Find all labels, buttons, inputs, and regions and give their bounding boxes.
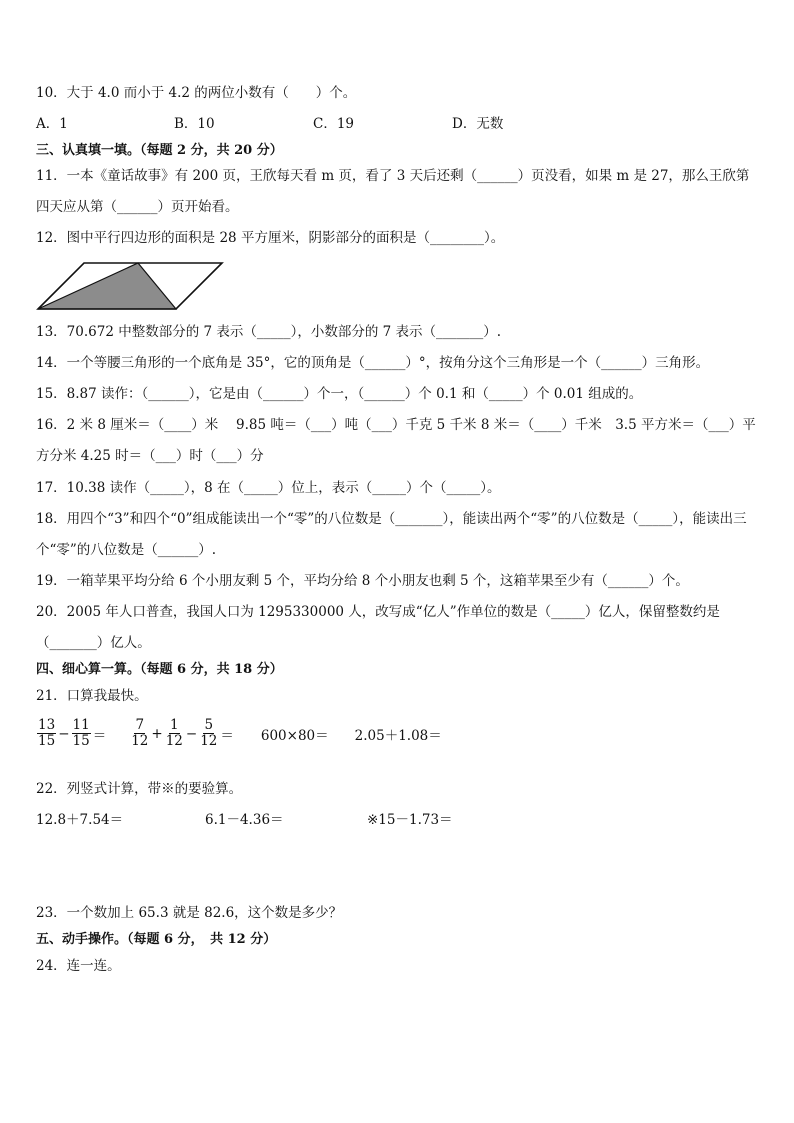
q10-option-c: C．19: [313, 116, 355, 132]
q23: 23．一个数加上 65.3 就是 82.6，这个数是多少？: [36, 905, 343, 921]
fraction: $\frac{5}{12}$: [200, 717, 218, 749]
q24: 24．连一连。: [36, 958, 121, 974]
q16-line2: 方分米 4.25 时＝（___）时（___）分: [36, 448, 264, 464]
fraction: $\frac{1}{12}$: [165, 717, 183, 749]
q10-stem: 10．大于 4.0 而小于 4.2 的两位小数有（ ）个。: [36, 85, 357, 101]
minus-sign: −: [58, 725, 70, 742]
q14: 14．一个等腰三角形的一个底角是 35°，它的顶角是（______）°，按角分这个三角形是一个（______）三角形。: [36, 355, 710, 371]
q22-item-1: 12.8＋7.54＝: [36, 812, 124, 828]
q22-stem: 22．列竖式计算，带※的要验算。: [36, 781, 243, 797]
q22-item-3: ※15－1.73＝: [367, 812, 453, 828]
q21-expression-4: 2.05＋1.08＝: [354, 727, 442, 744]
q10-option-d: D．无数: [452, 116, 504, 132]
q21-expression-3: 600×80＝: [260, 727, 329, 744]
fraction: $\frac{13}{15}$: [38, 717, 56, 749]
q20-line1: 20．2005 年人口普查，我国人口为 1295330000 人，改写成“亿人”作单位的数是（_____）亿人，保留整数约是: [36, 604, 720, 620]
q19: 19．一箱苹果平均分给 6 个小朋友剩 5 个，平均分给 8 个小朋友也剩 5 个，这箱苹果至少有（______）个。: [36, 573, 689, 589]
section-title-3: 三、认真填一填。（每题 2 分，共 20 分）: [36, 143, 283, 158]
q22-item-2: 6.1－4.36＝: [205, 812, 284, 828]
minus-sign: −: [185, 725, 198, 742]
q21-stem: 21．口算我最快。: [36, 688, 148, 704]
fraction: $\frac{7}{12}$: [131, 717, 149, 749]
fraction: $\frac{11}{15}$: [72, 717, 90, 749]
plus-sign: +: [151, 725, 163, 742]
shaded-triangle: [38, 263, 176, 309]
q12-stem: 12．图中平行四边形的面积是 28 平方厘米，阴影部分的面积是（________）。: [36, 230, 505, 246]
q18-line2: 个“零”的八位数是（______）.: [36, 542, 217, 558]
q13: 13．70.672 中整数部分的 7 表示（_____），小数部分的 7 表示（_______）.: [36, 324, 502, 340]
equals-sign: ＝: [220, 727, 234, 744]
q10-option-a: A．1: [36, 116, 68, 132]
section-title-5: 五、动手操作。（每题 6 分， 共 12 分）: [36, 932, 277, 947]
q21-expressions: [36, 718, 442, 749]
q20-line2: （_______）亿人。: [36, 635, 151, 651]
q11-line1: 11．一本《童话故事》有 200 页，王欣每天看 m 页，看了 3 天后还剩（______）页没看，如果 m 是 27，那么王欣第: [36, 168, 750, 184]
q18-line1: 18．用四个“3”和四个“0”组成能读出一个“零”的八位数是（_______），能读出两个“零”的八位数是（_____），能读出三: [36, 511, 747, 527]
parallelogram-figure: [36, 260, 226, 312]
section-title-4: 四、细心算一算。（每题 6 分，共 18 分）: [36, 662, 283, 677]
q17: 17．10.38 读作（_____），8 在（_____）位上，表示（_____）个（_____）。: [36, 480, 501, 496]
equals-sign: ＝: [92, 727, 107, 744]
q11-line2: 四天应从第（______）页开始看。: [36, 199, 239, 215]
q16-line1: 16．2 米 8 厘米＝（____）米 9.85 吨＝（___）吨（___）千克 5 千米 8 米＝（____）千米 3.5 平方米＝（___）平: [36, 417, 756, 433]
q15: 15．8.87 读作：（______），它是由（______）个一，（______）个 0.1 和（_____）个 0.01 组成的。: [36, 386, 643, 402]
q10-option-b: B．10: [174, 116, 215, 132]
